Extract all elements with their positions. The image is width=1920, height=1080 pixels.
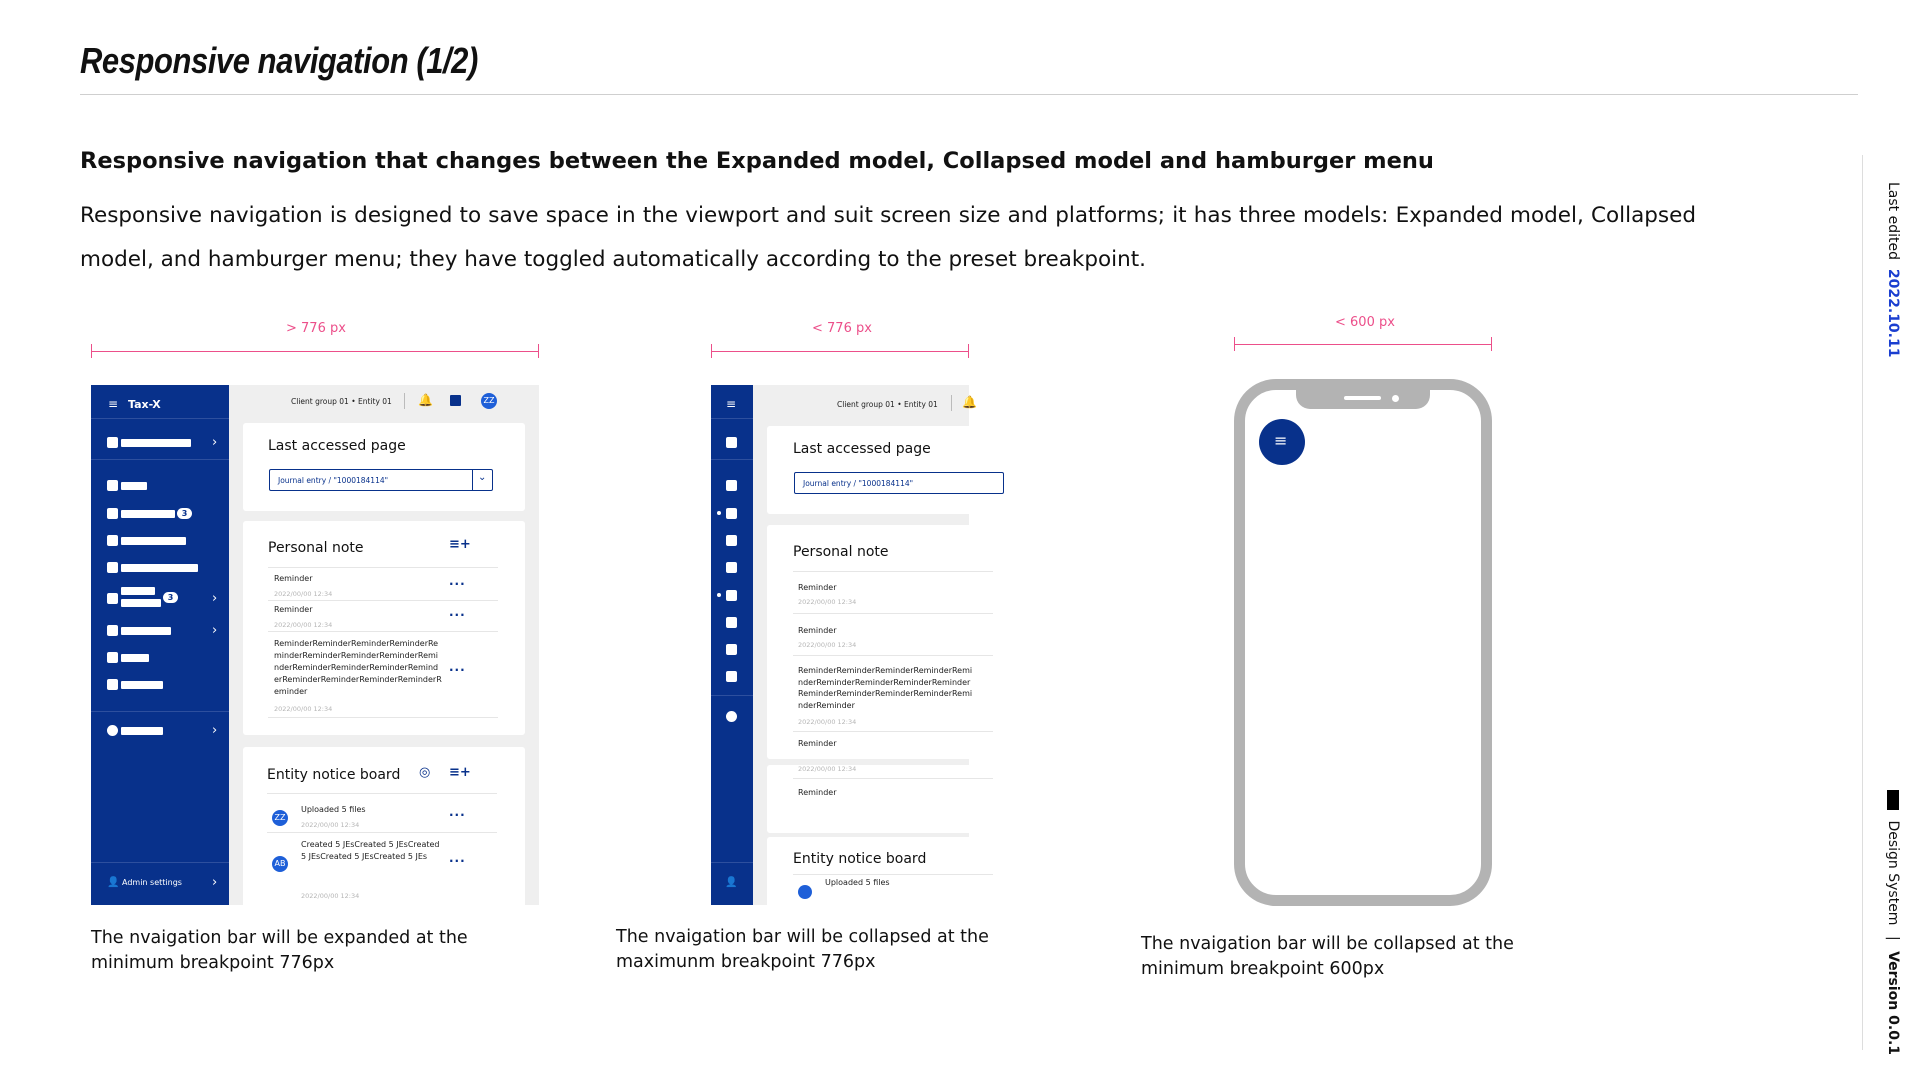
dropdown-divider	[472, 470, 473, 490]
calendar-icon	[107, 562, 118, 573]
divider	[793, 731, 993, 732]
sync-icon	[107, 725, 118, 736]
notice-time: 2022/00/00 12:34	[301, 892, 360, 900]
design-system-label: Design System	[1885, 820, 1901, 926]
chevron-right-icon: ›	[212, 623, 218, 638]
nav-item-label	[121, 727, 163, 735]
count-badge: 3	[177, 508, 192, 519]
measure-tick	[91, 344, 92, 358]
measure-line-collapsed	[711, 351, 969, 352]
breadcrumb[interactable]: Client group 01 • Entity 01	[291, 397, 392, 406]
nav-divider	[91, 862, 229, 863]
dropdown-value: Journal entry / "1000184114"	[278, 476, 389, 485]
measure-tick	[538, 344, 539, 358]
measure-line-expanded	[91, 351, 539, 352]
caption-line: maximunm breakpoint 776px	[616, 952, 876, 972]
divider	[268, 717, 498, 718]
dropdown-value: Journal entry / "1000184114"	[803, 479, 914, 488]
more-icon[interactable]: ···	[449, 577, 466, 591]
measure-label-collapsed: < 776 px	[812, 321, 872, 336]
last-edited-date: 2022.10.11	[1885, 268, 1901, 358]
table-icon[interactable]	[726, 671, 737, 682]
document-icon	[107, 508, 118, 519]
phone-camera	[1392, 395, 1399, 402]
more-icon[interactable]: ···	[449, 808, 466, 822]
topbar-divider	[951, 395, 952, 411]
collapsed-mockup	[711, 385, 977, 905]
note-text: Reminder	[798, 583, 837, 592]
card-title: Personal note	[793, 544, 889, 560]
hamburger-icon[interactable]: ≡	[108, 397, 119, 411]
sync-icon[interactable]	[726, 711, 737, 722]
hamburger-icon[interactable]: ≡	[726, 397, 737, 411]
nav-item-label	[121, 537, 186, 545]
admin-user-icon[interactable]: 👤	[725, 877, 738, 888]
nav-item-label	[121, 510, 175, 518]
card-title: Last accessed page	[268, 438, 406, 454]
notice-text: Uploaded 5 files	[301, 805, 366, 814]
chevron-right-icon: ›	[212, 435, 218, 450]
divider	[793, 874, 993, 875]
note-text: Reminder	[798, 739, 837, 748]
notice-avatar: ZZ	[272, 810, 288, 826]
chart-icon[interactable]	[726, 644, 737, 655]
bell-icon[interactable]: 🔔	[418, 393, 433, 407]
nav-divider	[711, 862, 753, 863]
list-icon[interactable]	[726, 535, 737, 546]
page-title: Responsive navigation (1/2)	[80, 40, 478, 81]
note-time: 2022/00/00 12:34	[274, 705, 333, 713]
divider	[268, 567, 498, 568]
note-time: 2022/00/00 12:34	[798, 598, 857, 606]
more-icon[interactable]: ···	[449, 663, 466, 677]
note-text: Reminder	[274, 574, 313, 583]
nav-divider	[711, 418, 753, 419]
meta-divider	[1862, 155, 1863, 1050]
personal-note-card-continued	[767, 765, 987, 833]
hide-icon[interactable]: ◎	[419, 765, 431, 780]
card-title: Personal note	[268, 540, 364, 556]
count-badge: 3	[163, 592, 178, 603]
notice-text: Created 5 JEsCreated 5 JEsCreated 5 JEsCreated 5 JEsCreated 5 JEs	[301, 840, 440, 861]
nav-item-label	[121, 439, 191, 447]
note-text: Reminder	[798, 788, 837, 797]
title-divider	[80, 94, 1858, 95]
divider	[793, 613, 993, 614]
note-time: 2022/00/00 12:34	[798, 765, 857, 773]
hamburger-icon: ≡	[1274, 431, 1288, 450]
notice-avatar	[798, 885, 812, 899]
caption-line: minimum breakpoint 600px	[1141, 959, 1385, 979]
nav-divider	[711, 459, 753, 460]
measure-tick	[1234, 337, 1235, 351]
nav-item-label	[121, 627, 171, 635]
nav-item-label	[121, 587, 155, 595]
chevron-right-icon: ›	[212, 723, 218, 738]
ledger-icon[interactable]	[726, 617, 737, 628]
divider	[793, 571, 993, 572]
nav-divider	[91, 418, 229, 419]
add-notice-icon[interactable]: ≡+	[449, 765, 471, 780]
ledger-icon	[107, 625, 118, 636]
last-accessed-card	[243, 423, 525, 511]
version-label: Version 0.0.1	[1885, 951, 1901, 1055]
measure-tick	[1491, 337, 1492, 351]
measure-label-mobile: < 600 px	[1335, 315, 1395, 330]
grid-icon[interactable]	[450, 395, 461, 406]
design-system-mark	[1887, 790, 1899, 810]
phone-speaker	[1344, 396, 1381, 400]
note-text: Reminder	[274, 605, 313, 614]
note-text: ReminderReminderReminderReminderReminderReminderReminderReminderReminderReminderReminderReminderReminderReminderReminder	[798, 666, 973, 710]
last-accessed-card	[767, 426, 987, 514]
calendar-icon[interactable]	[726, 562, 737, 573]
card-title: Last accessed page	[793, 441, 931, 457]
last-accessed-dropdown[interactable]	[269, 469, 493, 491]
notice-board-card	[243, 747, 525, 917]
more-icon[interactable]: ···	[449, 608, 466, 622]
bank-icon[interactable]	[726, 590, 737, 601]
document-icon[interactable]	[726, 508, 737, 519]
nav-item-label	[121, 599, 161, 607]
meta-separator: |	[1885, 935, 1901, 941]
building-icon	[107, 437, 118, 448]
notice-avatar: AB	[272, 856, 288, 872]
notice-text: Uploaded 5 files	[825, 878, 890, 887]
bank-icon	[107, 593, 118, 604]
divider	[268, 600, 498, 601]
notice-time: 2022/00/00 12:34	[301, 821, 360, 829]
nav-item-label	[121, 654, 149, 662]
nav-item-label	[121, 482, 147, 490]
nav-divider	[91, 711, 229, 712]
nav-item-label	[121, 564, 198, 572]
nav-divider	[91, 459, 229, 460]
nav-divider	[711, 695, 753, 696]
caption-line: The nvaigation bar will be expanded at the	[91, 928, 468, 948]
bell-icon[interactable]: 🔔	[962, 395, 977, 409]
measure-label-expanded: > 776 px	[286, 321, 346, 336]
divider	[267, 832, 497, 833]
breadcrumb[interactable]: Client group 01 • Entity 01	[837, 400, 938, 409]
hamburger-menu-button[interactable]	[1259, 419, 1305, 465]
app-name: Tax-X	[128, 398, 161, 411]
note-time: 2022/00/00 12:34	[798, 641, 857, 649]
table-icon	[107, 679, 118, 690]
notification-dot	[717, 593, 721, 597]
note-time: 2022/00/00 12:34	[274, 590, 333, 598]
collapsed-navbar	[711, 385, 753, 905]
phone-notch	[1296, 381, 1430, 409]
list-icon	[107, 535, 118, 546]
caption-line: minimum breakpoint 776px	[91, 953, 335, 973]
notice-board-card	[767, 837, 987, 927]
nav-item-label	[121, 681, 163, 689]
chevron-right-icon: ›	[212, 591, 218, 606]
divider	[793, 655, 993, 656]
section-description: Responsive navigation is designed to save space in the viewport and suit screen size and platforms; it has three models: Expanded model, Collapsed model, and hamburger menu; they have toggled automatically according to the preset breakpoint.	[80, 203, 1696, 272]
caption-line: The nvaigation bar will be collapsed at the	[616, 927, 989, 947]
user-avatar[interactable]: ZZ	[481, 393, 497, 409]
admin-user-icon: 👤	[107, 877, 120, 888]
caption-line: The nvaigation bar will be collapsed at the	[1141, 934, 1514, 954]
add-note-icon[interactable]: ≡+	[449, 537, 471, 552]
caption-expanded	[91, 926, 468, 976]
caption-collapsed	[616, 925, 989, 975]
note-text: Reminder	[798, 626, 837, 635]
personal-note-card	[767, 525, 987, 759]
chart-icon	[107, 652, 118, 663]
measure-line-mobile	[1234, 344, 1492, 345]
measure-tick	[968, 344, 969, 358]
home-icon[interactable]	[726, 480, 737, 491]
caption-mobile	[1141, 932, 1514, 982]
card-title: Entity notice board	[793, 851, 927, 867]
divider	[267, 793, 497, 794]
section-heading: Responsive navigation that changes between the Expanded model, Collapsed model and hamburger menu	[80, 148, 1434, 174]
more-icon[interactable]: ···	[449, 854, 466, 868]
note-text: ReminderReminderReminderReminderReminderReminderReminderReminderReminderReminderReminderReminderReminderReminderReminderReminderReminderReminder	[274, 639, 442, 696]
chevron-right-icon: ›	[212, 875, 218, 890]
note-time: 2022/00/00 12:34	[798, 718, 857, 726]
measure-tick	[711, 344, 712, 358]
personal-note-card	[243, 521, 525, 735]
last-edited	[1885, 182, 1901, 357]
notification-dot	[717, 511, 721, 515]
home-icon	[107, 480, 118, 491]
note-time: 2022/00/00 12:34	[274, 621, 333, 629]
card-title: Entity notice board	[267, 767, 401, 783]
admin-settings-label: Admin settings	[122, 878, 182, 887]
expanded-mockup	[91, 385, 539, 905]
building-icon[interactable]	[726, 437, 737, 448]
expanded-navbar	[91, 385, 229, 905]
topbar-divider	[404, 393, 405, 409]
divider	[268, 631, 498, 632]
last-accessed-dropdown[interactable]	[794, 472, 1004, 494]
version-info	[1885, 790, 1901, 1055]
chevron-down-icon: ⌄	[478, 472, 487, 483]
divider	[793, 778, 993, 779]
last-edited-label: Last edited	[1885, 182, 1901, 260]
